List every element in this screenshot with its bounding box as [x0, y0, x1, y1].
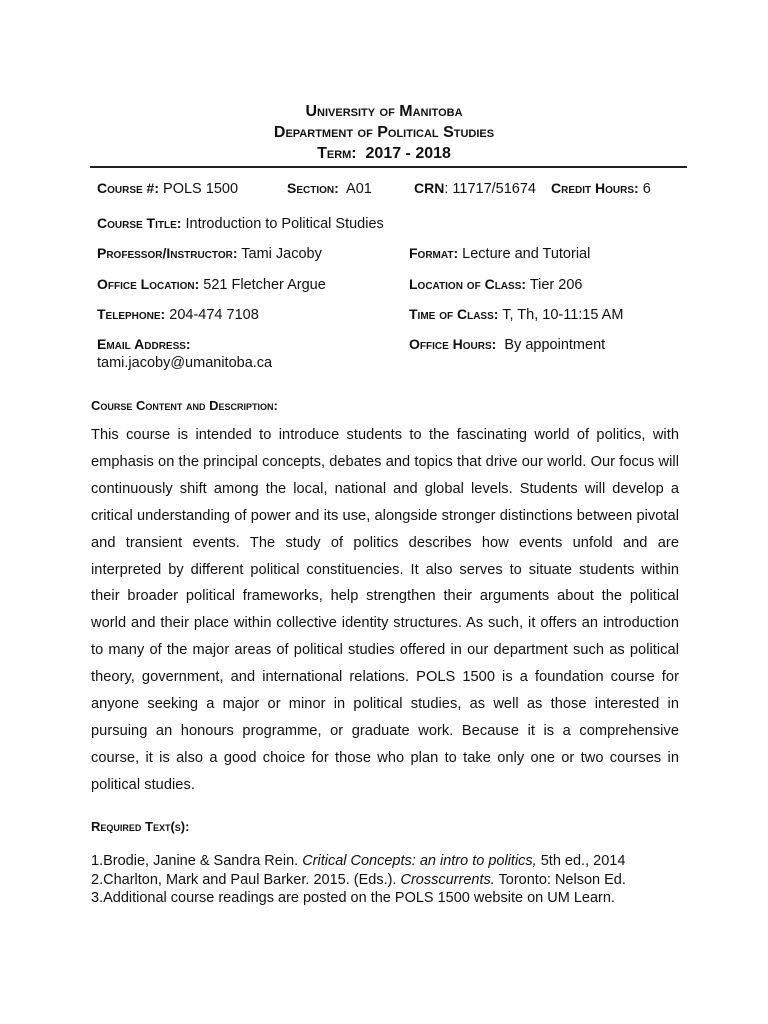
- crn: [414, 179, 536, 198]
- course-number-value: POLS 1500: [163, 181, 239, 197]
- email-address-label-row: [97, 335, 191, 354]
- telephone-value: 204-474 7108: [169, 307, 259, 323]
- ref-text: 3.Additional course readings are posted on the POLS 1500 website on UM Learn.: [91, 890, 615, 906]
- time-of-class: [409, 305, 623, 324]
- term-line: [0, 144, 768, 164]
- course-title-value: Introduction to Political Studies: [185, 216, 384, 232]
- time-of-class-value: T, Th, 10-11:15 AM: [502, 307, 624, 323]
- office-hours: [409, 335, 605, 354]
- university-name: University of Manitoba: [305, 103, 463, 120]
- email-address-value[interactable]: tami.jacoby@umanitoba.ca: [97, 355, 273, 371]
- professor-label: Professor/Instructor:: [97, 245, 238, 261]
- required-text-item: [91, 889, 615, 907]
- department-name: Department of Political Studies: [273, 124, 495, 141]
- class-location-label: Location of Class:: [409, 276, 527, 292]
- description-heading: Course Content and Description:: [91, 398, 278, 413]
- time-of-class-label: Time of Class:: [409, 306, 499, 322]
- ref-text: Toronto: Nelson Ed.: [494, 872, 626, 888]
- course-title-label: Course Title:: [97, 215, 182, 231]
- credit-hours-label: Credit Hours:: [551, 180, 639, 196]
- format-label: Format:: [409, 245, 459, 261]
- required-text-item: [91, 852, 625, 870]
- office-location: [97, 275, 326, 294]
- professor-value: Tami Jacoby: [241, 246, 322, 262]
- term-label: Term:: [317, 145, 357, 162]
- header-divider: [90, 166, 687, 168]
- section-label: Section:: [287, 180, 339, 196]
- format-value: Lecture and Tutorial: [462, 246, 591, 262]
- telephone-label: Telephone:: [97, 306, 166, 322]
- ref-text: 1.Brodie, Janine & Sandra Rein.: [91, 853, 303, 869]
- email-address: [97, 354, 272, 372]
- format: [409, 244, 590, 263]
- ref-title: Critical Concepts: an intro to politics,: [302, 853, 537, 869]
- section: [287, 179, 372, 198]
- required-texts-heading: Required Text(s):: [91, 819, 190, 834]
- section-value: A01: [346, 181, 372, 197]
- required-text-item: [91, 871, 626, 889]
- email-address-label: Email Address:: [97, 336, 191, 352]
- telephone: [97, 305, 259, 324]
- credit-hours-value: 6: [642, 181, 651, 197]
- class-location-value: Tier 206: [529, 277, 583, 293]
- term-value: 2017 - 2018: [365, 145, 451, 162]
- ref-text: 2.Charlton, Mark and Paul Barker. 2015. (Eds.).: [91, 872, 401, 888]
- professor: [97, 244, 322, 263]
- ref-text: 5th ed., 2014: [536, 853, 626, 869]
- crn-value: : 11717/51674: [444, 181, 536, 197]
- office-hours-label: Office Hours:: [409, 336, 497, 352]
- course-number: [97, 179, 238, 198]
- office-location-label: Office Location:: [97, 276, 200, 292]
- description-body: This course is intended to introduce students to the fascinating world of politics, with emphasis on the principal concepts, debates and topics that drive our world. Our focus will continuously shift among the local, national and global levels. Students will develop a critical understanding of power and its use, alongside stronger distinctions between pivotal and transient events. The study of politics describes how events unfold and are interpreted by different political constituencies. It also serves to situate students within their broader political frameworks, help strengthen their arguments about the political world and their place within collective identity structures. As such, it offers an introduction to many of the major areas of political studies offered in our department such as political theory, government, and international relations. POLS 1500 is a foundation course for anyone seeking a major or minor in political studies, as well as those interested in pursuing an honours programme, or graduate work. Because it is a comprehensive course, it is also a good choice for those who plan to take only one or two courses in political studies.: [91, 427, 679, 793]
- course-number-label: Course #:: [97, 180, 160, 196]
- course-title: [97, 214, 384, 233]
- office-location-value: 521 Fletcher Argue: [203, 277, 326, 293]
- crn-label: CRN: [414, 180, 445, 196]
- ref-title: Crosscurrents.: [400, 872, 495, 888]
- class-location: [409, 275, 582, 294]
- office-hours-value: By appointment: [504, 337, 606, 353]
- credit-hours: [551, 179, 651, 198]
